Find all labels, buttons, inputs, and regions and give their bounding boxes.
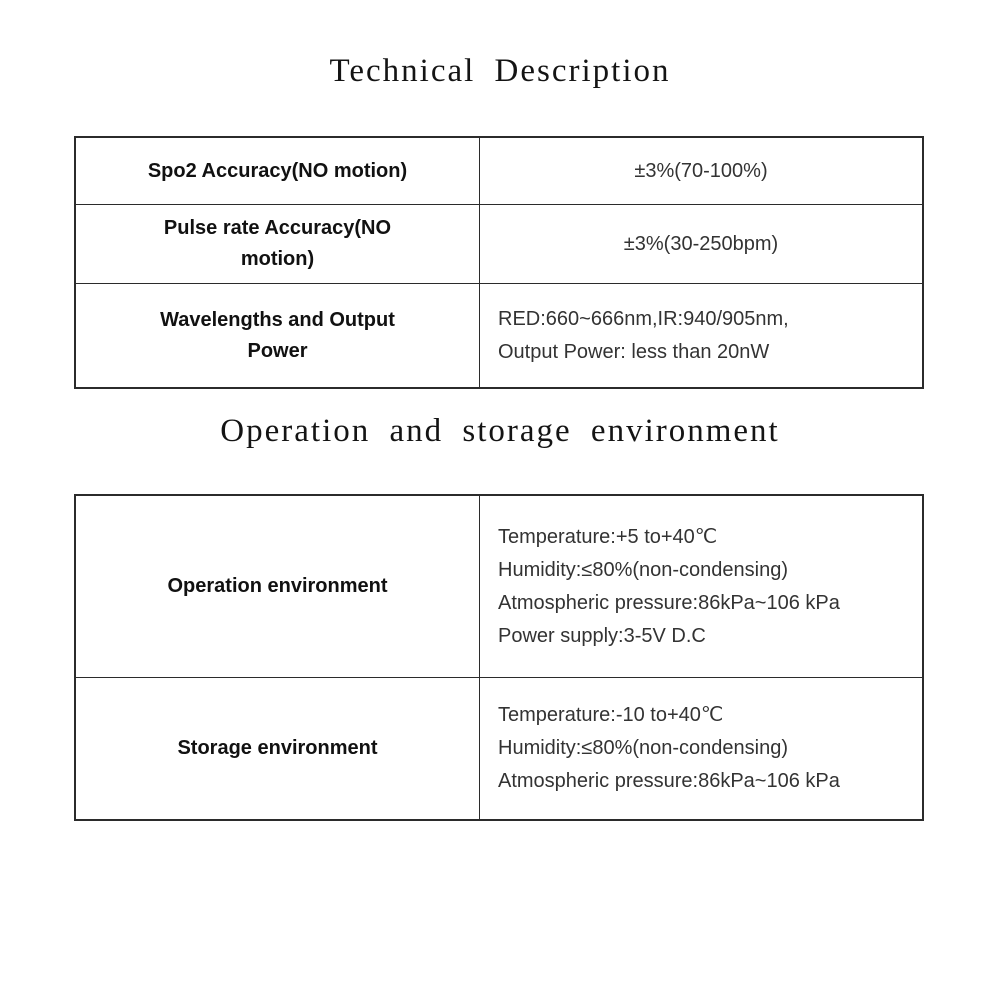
table-row bbox=[76, 204, 922, 283]
technical-description-heading: Technical Description bbox=[329, 53, 671, 89]
table-row bbox=[76, 496, 922, 677]
value-line: Power supply:3-5V D.C bbox=[498, 624, 706, 647]
label-line: motion) bbox=[240, 248, 315, 270]
label-line: Power bbox=[247, 339, 308, 362]
value-line: Temperature:+5 to+40℃ bbox=[498, 525, 718, 548]
value-line: ±3%(70-100%) bbox=[634, 159, 768, 182]
spec-value-wavelengths-output-power bbox=[480, 284, 922, 387]
spec-value-operation-environment bbox=[480, 496, 922, 677]
value-line: Atmospheric pressure:86kPa~106 kPa bbox=[498, 591, 840, 614]
spec-label-storage-environment bbox=[76, 678, 480, 819]
label-line: Spo2 Accuracy(NO motion) bbox=[147, 159, 408, 182]
label-line: Storage environment bbox=[177, 737, 378, 759]
table-row bbox=[76, 138, 922, 204]
environment-table bbox=[74, 494, 924, 821]
spec-label-pulse-rate-accuracy bbox=[76, 205, 480, 283]
spec-label-spo2-accuracy bbox=[76, 138, 480, 204]
value-line: Temperature:-10 to+40℃ bbox=[498, 704, 724, 726]
value-line: ±3%(30-250bpm) bbox=[623, 232, 779, 255]
technical-description-table bbox=[74, 136, 924, 389]
spec-label-wavelengths-output-power bbox=[76, 284, 480, 387]
label-line: Operation environment bbox=[167, 575, 388, 597]
label-line: Pulse rate Accuracy(NO bbox=[163, 217, 392, 239]
table-row bbox=[76, 283, 922, 387]
value-line: Humidity:≤80%(non-condensing) bbox=[498, 558, 789, 581]
label-line: Wavelengths and Output bbox=[160, 308, 395, 331]
spec-label-operation-environment bbox=[76, 496, 480, 677]
operation-storage-environment-heading: Operation and storage environment bbox=[220, 413, 780, 449]
spec-value-storage-environment bbox=[480, 678, 922, 819]
spec-value-spo2-accuracy bbox=[480, 138, 922, 204]
value-line: Output Power: less than 20nW bbox=[498, 340, 770, 363]
value-line: RED:660~666nm,IR:940/905nm, bbox=[498, 307, 789, 330]
spec-value-pulse-rate-accuracy bbox=[480, 205, 922, 283]
table-row bbox=[76, 677, 922, 819]
value-line: Humidity:≤80%(non-condensing) bbox=[498, 737, 789, 759]
value-line: Atmospheric pressure:86kPa~106 kPa bbox=[498, 770, 840, 792]
